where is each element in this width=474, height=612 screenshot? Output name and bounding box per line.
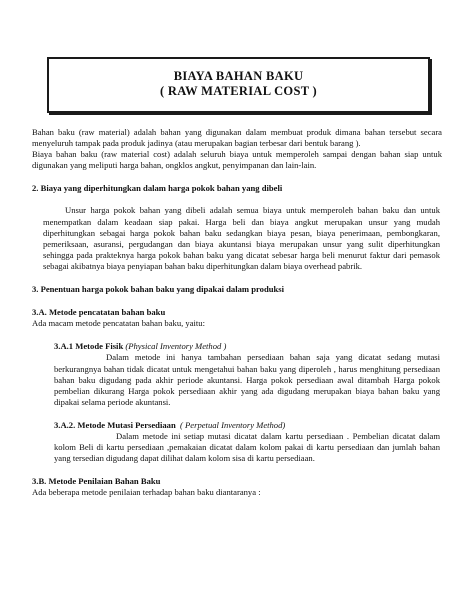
section-3a2-heading-italic: ( Perpetual Inventory Method) [175, 419, 286, 430]
section-3a-heading: 3.A. Metode pencatatan bahan baku [32, 307, 166, 318]
section-3a1-heading-italic: (Physical Inventory Method ) [125, 341, 227, 352]
section-3-heading: 3. Penentuan harga pokok bahan baku yang dipakai dalam produksi [32, 284, 285, 295]
section-3a-text: Ada macam metode pencatatan bahan baku, yaitu: [32, 318, 205, 329]
document-title: BIAYA BAHAN BAKU [173, 69, 304, 83]
section-3a2-heading [54, 420, 440, 431]
section-2-paragraph: Unsur harga pokok bahan yang dibeli adalah semua biaya untuk memperoleh bahan baku dan untuk menempatkan dalam keadaan siap pakai. Harga beli dan biaya angkut merupakan unsur yang mudah diperhitungkan sebagai harga pokok bahan baku sedangkan biaya pesan, biaya penerimaan, pembongkaran, pemeriksaan, asuransi, pergudangan dan biaya akuntansi biaya merupakan unsur yang sulit diperhitungkan sehingga pada prakteknya harga pokok bahan baku yang dicatat sebesar harga beli menurut faktur dari pemasok sebagai akibatnya biaya penyiapan bahan baku diperhitungkan dalam biaya overhead pabrik. [43, 205, 440, 271]
section-3b-text: Ada beberapa metode penilaian terhadap bahan baku diantaranya : [32, 487, 261, 498]
section-3a2-heading-text: 3.A.2. Metode Mutasi Persediaan [54, 419, 176, 430]
intro-paragraph-2: Biaya bahan baku (raw material cost) adalah seluruh biaya untuk memperoleh sampai dengan bahan siap untuk digunakan yang meliputi harga bahan, ongklos angkut, penyimpanan dan lain-lain. [32, 149, 442, 171]
section-3a1-heading [54, 341, 440, 352]
section-3a1-paragraph: Dalam metode ini hanya tambahan persediaan bahan saja yang dicatat sedang mutasi berkurangnya bahan tidak dicatat untuk mengetahui bahan baku yang diperoleh , harus menghitung persediaan bahan baku digudang pada akhir periode akuntansi. Harga pokok persediaan awal ditambah Harga pokok pembelian dikurang Harga pokok persediaan akhir yang ada digudang merupakan biaya bahan baku yang dipakai selama periode akuntansi. [54, 352, 440, 407]
section-3b-heading: 3.B. Metode Penilaian Bahan Baku [32, 476, 161, 487]
document-subtitle: ( RAW MATERIAL COST ) [159, 84, 318, 98]
section-3a2-paragraph: Dalam metode ini setiap mutasi dicatat dalam kartu persediaan . Pembelian dicatat dalam kolom Beli di kartu persediaan ,pemakaian dicatat dalam kolom pakai di kartu persediaan dan jumlah bahan yang tersedian digudang dapat dilihat dalam kolom sisa di kartu persediaan. [54, 430, 440, 464]
intro-paragraph-1: Bahan baku (raw material) adalah bahan yang digunakan dalam membuat produk dimana bahan tersebut secara menyeluruh tampak pada produk jadinya (atau merupakan bagian terbesar dari bentuk barang ). [32, 127, 442, 149]
section-3a1-heading-text: 3.A.1 Metode Fisik [54, 341, 126, 352]
title-box [47, 57, 430, 113]
document-body [32, 127, 442, 498]
section-2-heading: 2. Biaya yang diperhitungkan dalam harga pokok bahan yang dibeli [32, 183, 283, 194]
